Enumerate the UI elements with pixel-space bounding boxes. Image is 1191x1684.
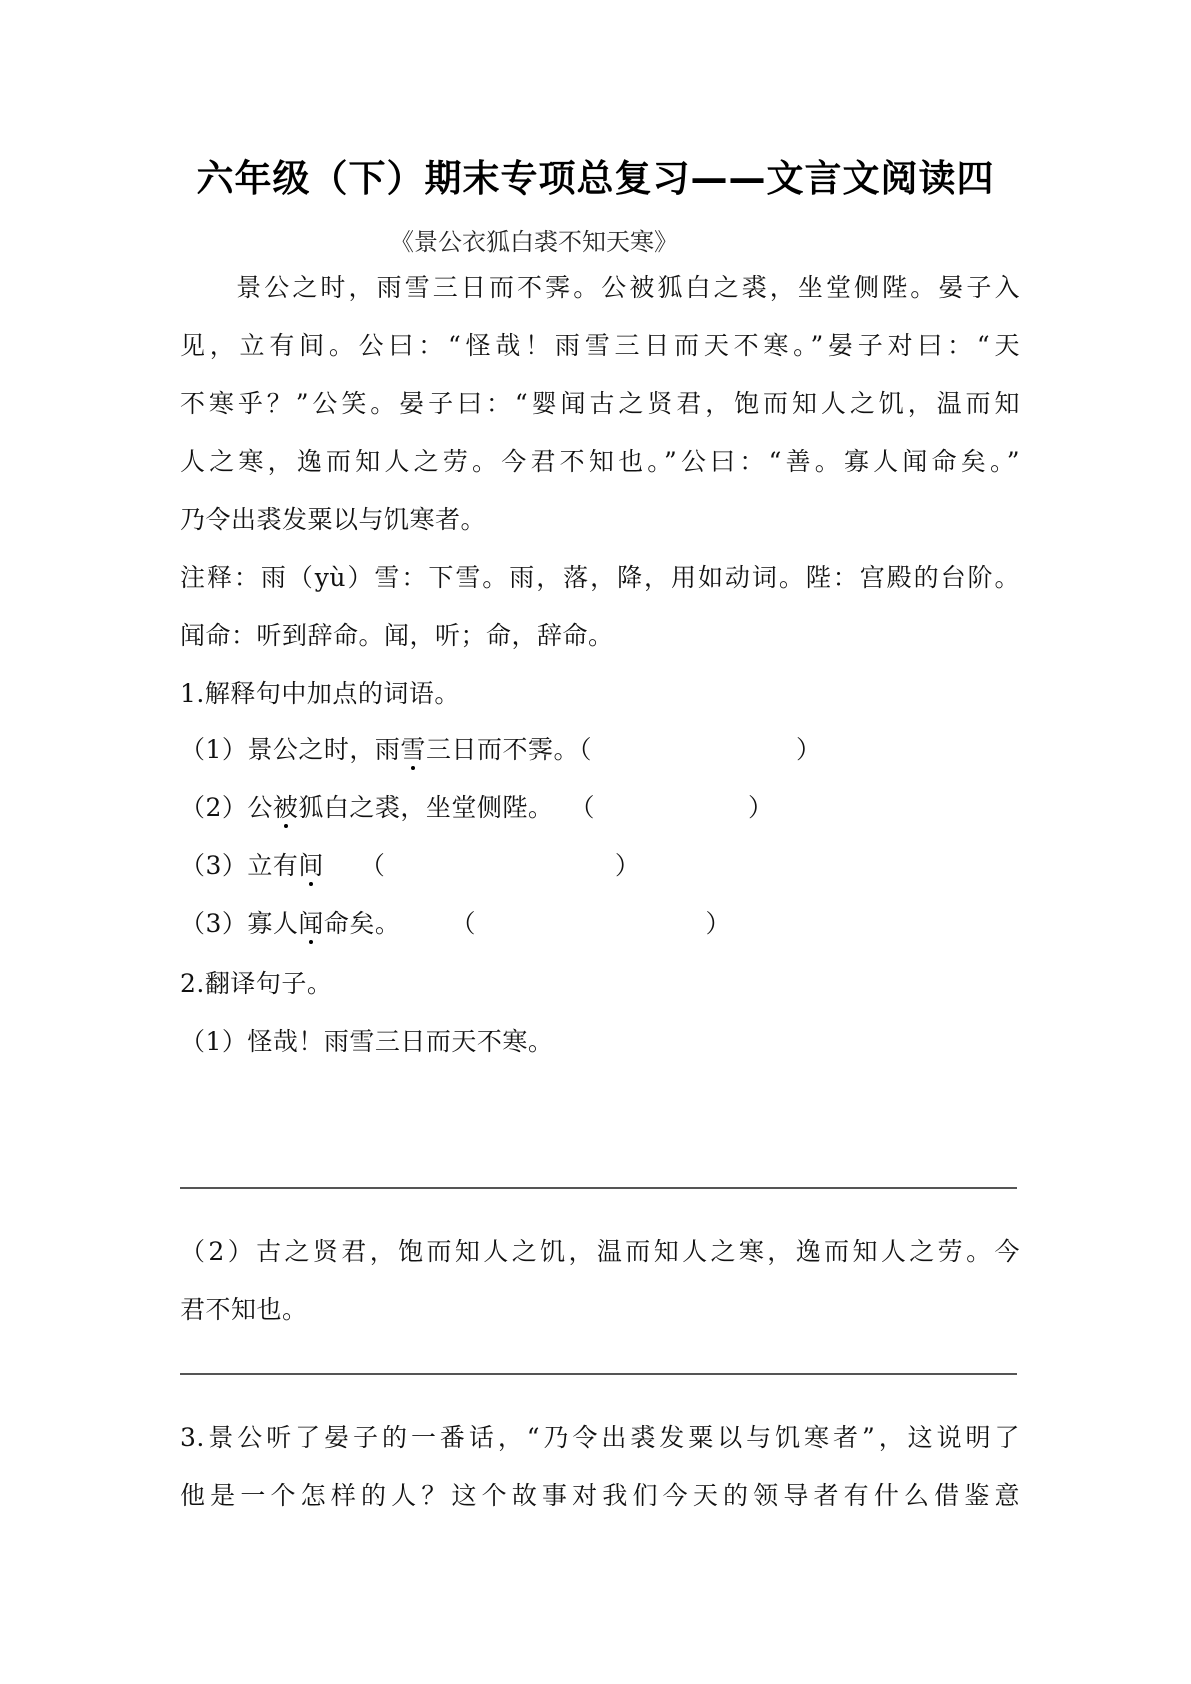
passage-line: 人之寒，逸而知人之劳。今君不知也。”公曰：“善。寡人闻命矣。” <box>180 447 1020 476</box>
question-1-heading: 1.解释句中加点的词语。 <box>180 679 460 708</box>
item-text: 三日而不霁。 <box>425 735 579 764</box>
passage-line: 景公之时，雨雪三日而不霁。公被狐白之裘，坐堂侧陛。晏子入 <box>180 273 1020 302</box>
answer-blank[interactable]: （ ） <box>359 851 641 880</box>
dotted-word: 闻 <box>298 909 324 938</box>
answer-blank[interactable]: （ ） <box>578 735 822 764</box>
dotted-word: 被 <box>272 793 299 822</box>
passage-line: 乃令出裘发粟以与饥寒者。 <box>180 505 487 534</box>
item-text: （2）公 <box>180 793 273 822</box>
answer-line[interactable] <box>180 1187 1017 1189</box>
question-3-line: 3.景公听了晏子的一番话，“乃令出裘发粟以与饥寒者”，这说明了 <box>180 1423 1020 1452</box>
passage-line: 见，立有间。公曰：“怪哉！雨雪三日而天不寒。”晏子对曰：“天 <box>180 331 1020 360</box>
answer-blank[interactable]: （ ） <box>450 909 731 938</box>
item-text: （1）景公之时，雨 <box>180 735 401 764</box>
question-1-item <box>180 730 1020 766</box>
page-title: 六年级（下）期末专项总复习——文言文阅读四 <box>196 157 995 200</box>
question-1-item <box>180 904 1020 940</box>
question-1-item <box>180 846 1020 882</box>
item-text: （3）寡人 <box>180 909 299 938</box>
passage-subtitle: 《景公衣狐白裘不知天寒》 <box>390 228 678 256</box>
answer-line[interactable] <box>180 1373 1017 1375</box>
question-2-item: 君不知也。 <box>180 1295 308 1324</box>
question-2-heading: 2.翻译句子。 <box>180 969 333 998</box>
note-line: 闻命：听到辞命。闻，听；命，辞命。 <box>180 621 614 650</box>
item-text: （3）立有 <box>180 851 299 880</box>
item-text: 命矣。 <box>323 909 401 938</box>
answer-blank[interactable]: （ ） <box>569 793 774 822</box>
question-1-item <box>180 788 1020 824</box>
note-line: 注释：雨（yù）雪：下雪。雨，落，降，用如动词。陛：宫殿的台阶。 <box>180 563 1020 592</box>
passage-line: 不寒乎？”公笑。晏子曰：“婴闻古之贤君，饱而知人之饥，温而知 <box>180 389 1020 418</box>
dotted-word: 雪 <box>400 735 426 764</box>
dotted-word: 间 <box>298 851 324 880</box>
question-2-item: （1）怪哉！雨雪三日而天不寒。 <box>180 1027 554 1056</box>
item-text: 狐白之裘，坐堂侧陛。 <box>298 793 554 822</box>
question-3-line: 他是一个怎样的人？这个故事对我们今天的领导者有什么借鉴意 <box>180 1481 1020 1510</box>
question-2-item: （2）古之贤君，饱而知人之饥，温而知人之寒，逸而知人之劳。今 <box>180 1237 1020 1266</box>
